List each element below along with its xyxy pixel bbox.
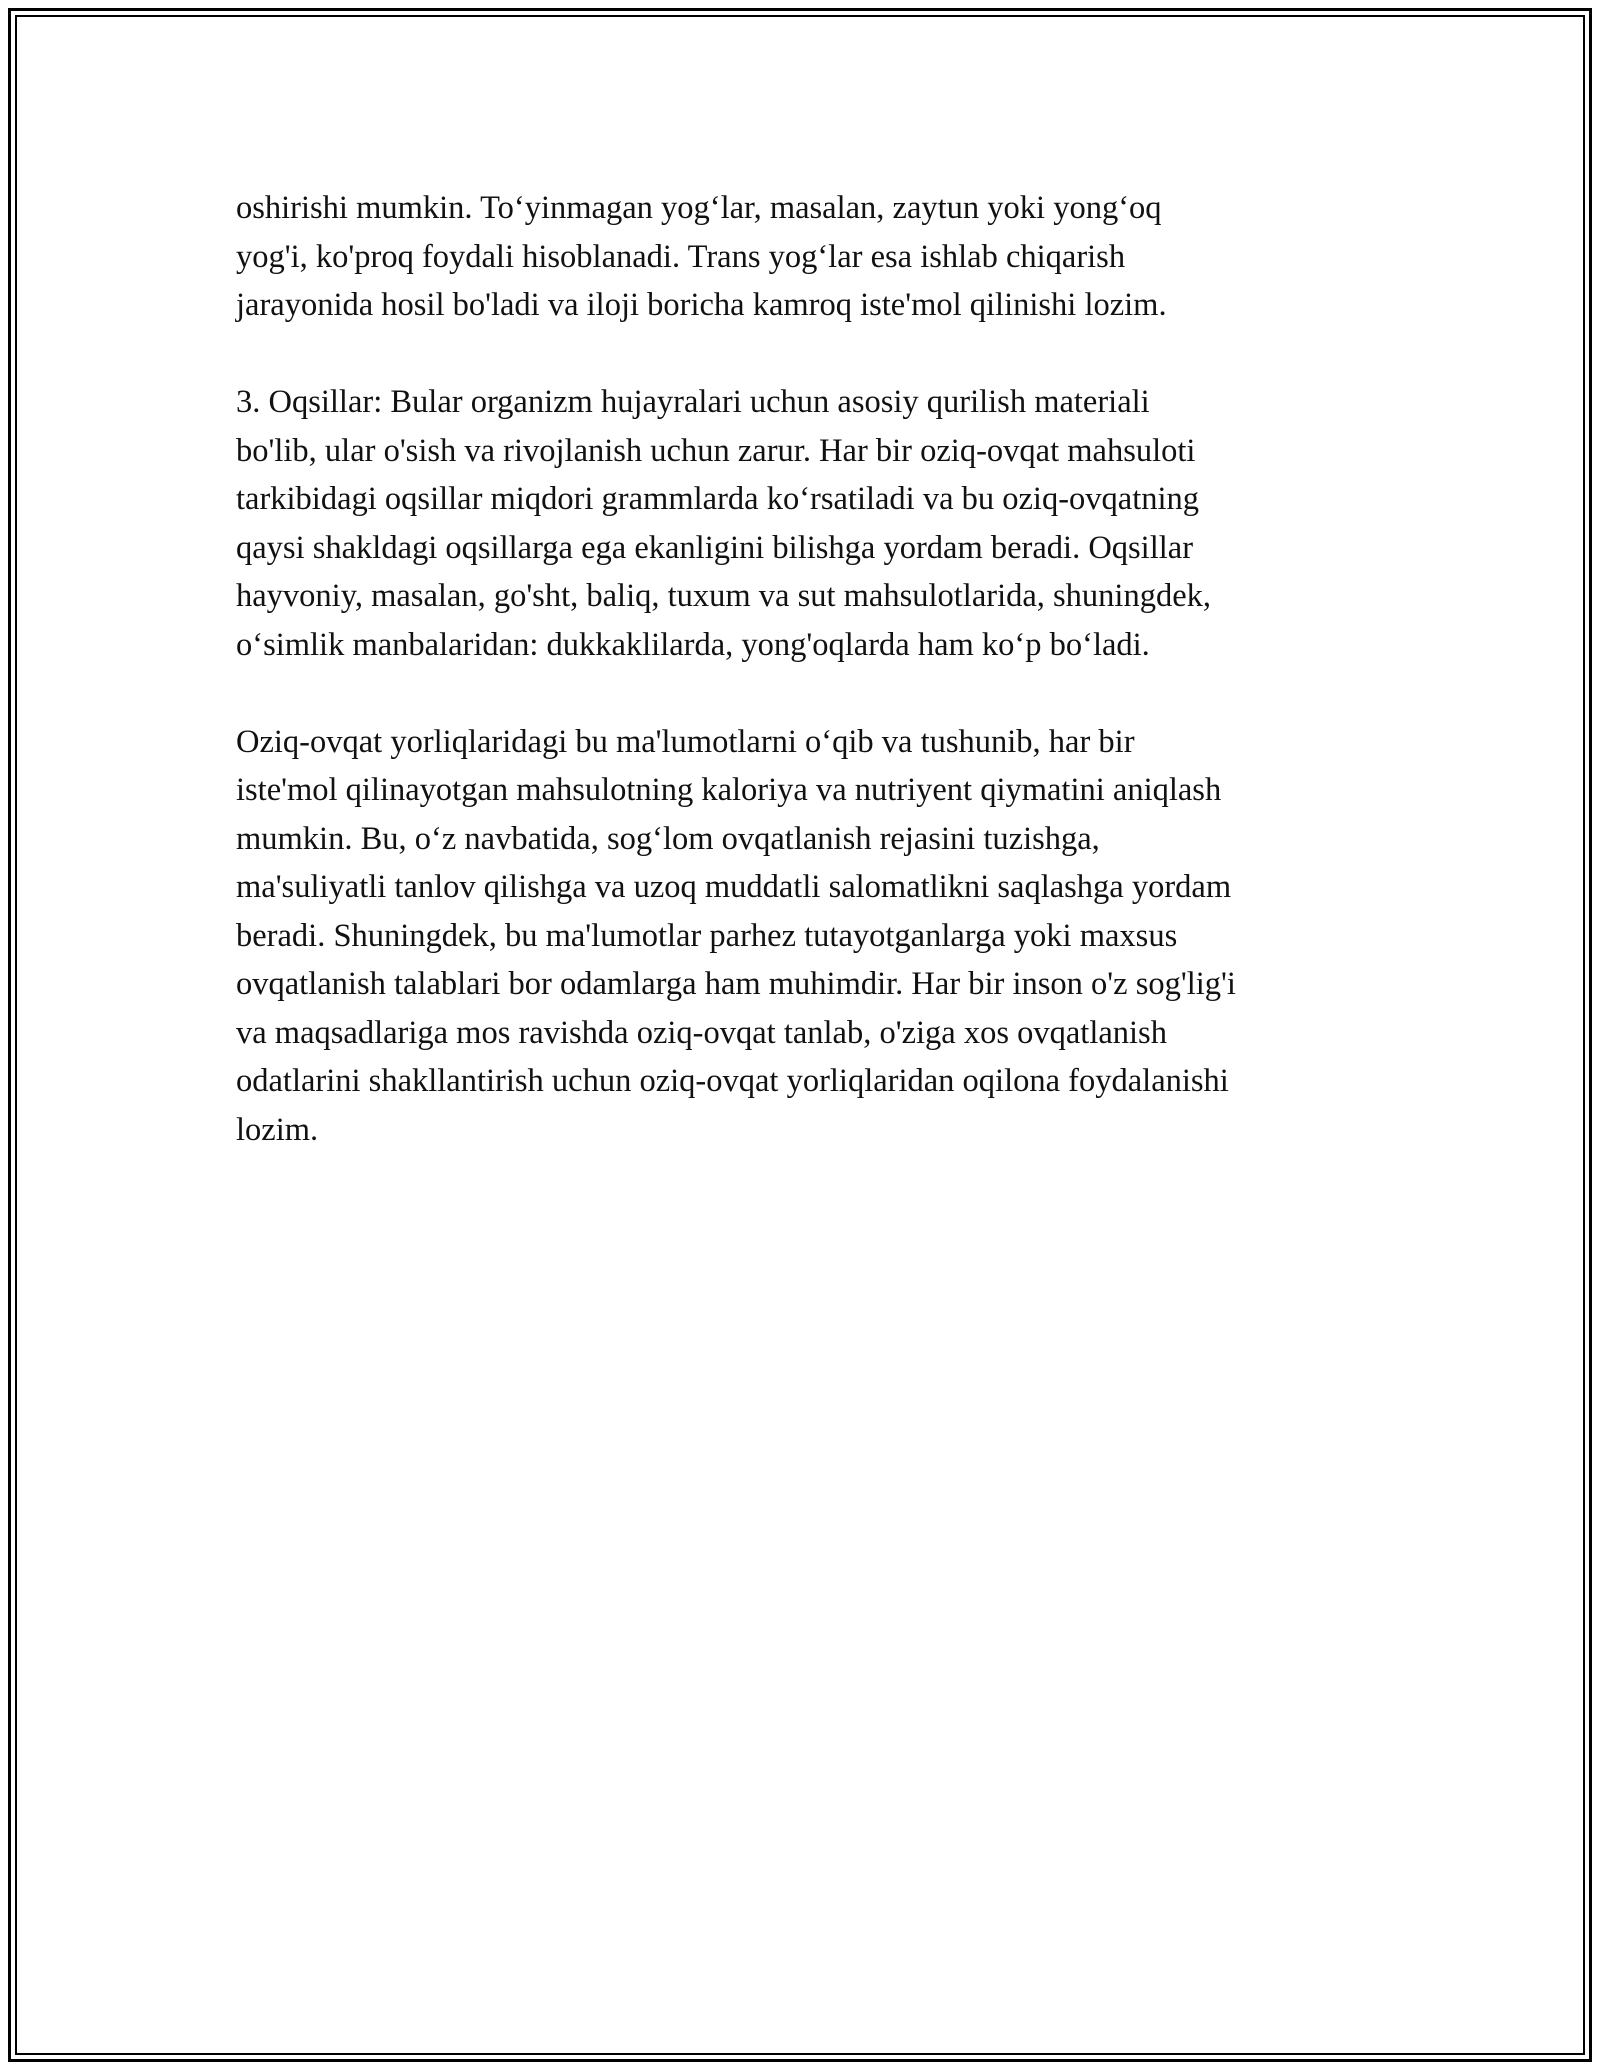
text-line: tarkibidagi oqsillar miqdori grammlarda ko‘rsatiladi va bu oziq-ovqatning	[236, 481, 1200, 517]
text-line: yog'i, ko'proq foydali hisoblanadi. Trans yog‘lar esa ishlab chiqarish	[236, 238, 1126, 275]
text-line: jarayonida hosil bo'ladi va iloji boricha kamroq iste'mol qilinishi lozim.	[236, 287, 1167, 323]
paragraph-proteins	[236, 378, 1386, 669]
document-body	[236, 184, 1386, 1203]
text-line: bo'lib, ular o'sish va rivojlanish uchun zarur. Har bir oziq-ovqat mahsuloti	[236, 432, 1196, 469]
text-line: oshirishi mumkin. To‘yinmagan yog‘lar, masalan, zaytun yoki yong‘oq	[236, 190, 1162, 226]
text-line: odatlarini shakllantirish uchun oziq-ovqat yorliqlaridan oqilona foydalanishi	[236, 1063, 1229, 1099]
text-line: beradi. Shuningdek, bu ma'lumotlar parhez tutayotganlarga yoki maxsus	[236, 917, 1178, 954]
text-line: qaysi shakldagi oqsillarga ega ekanligini bilishga yordam beradi. Oqsillar	[236, 529, 1194, 566]
text-line: iste'mol qilinayotgan mahsulotning kaloriya va nutriyent qiymatini aniqlash	[236, 772, 1222, 808]
text-line: Oziq-ovqat yorliqlaridagi bu ma'lumotlarni o‘qib va tushunib, har bir	[236, 723, 1135, 760]
text-line: ma'suliyatli tanlov qilishga va uzoq muddatli salomatlikni saqlashga yordam	[236, 869, 1232, 905]
text-line: mumkin. Bu, o‘z navbatida, sog‘lom ovqatlanish rejasini tuzishga,	[236, 820, 1100, 857]
text-line: ovqatlanish talablari bor odamlarga ham muhimdir. Har bir inson o'z sog'lig'i	[236, 966, 1236, 1002]
text-line: lozim.	[236, 1111, 319, 1148]
text-line: 3. Oqsillar: Bular organizm hujayralari uchun asosiy qurilish materiali	[236, 384, 1150, 420]
text-line: va maqsadlariga mos ravishda oziq-ovqat tanlab, o'ziga xos ovqatlanish	[236, 1014, 1167, 1051]
text-line: o‘simlik manbalaridan: dukkaklilarda, yong'oqlarda ham ko‘p bo‘ladi.	[236, 626, 1150, 663]
paragraph-conclusion	[236, 718, 1386, 1155]
text-line: hayvoniy, masalan, go'sht, baliq, tuxum va sut mahsulotlarida, shuningdek,	[236, 578, 1211, 614]
paragraph-fats-continued	[236, 184, 1386, 330]
